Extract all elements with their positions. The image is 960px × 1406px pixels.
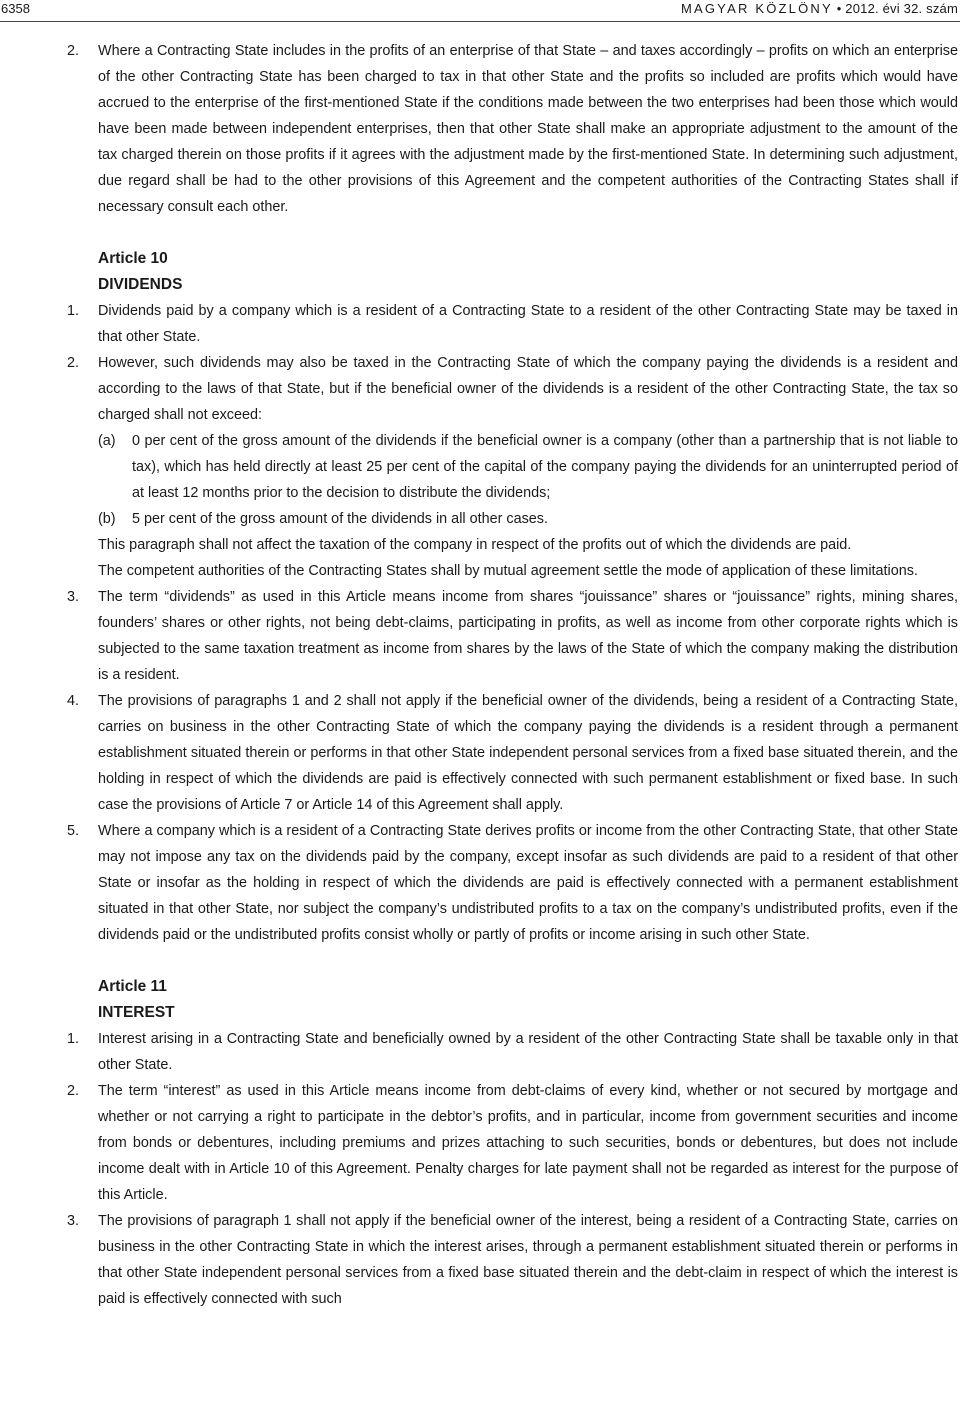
article-10-paragraph-5 xyxy=(62,818,958,948)
paragraph-text: Where a company which is a resident of a Contracting State derives profits or income from the other Contracting State, that other State may not impose any tax on the dividends paid by the company, except insofar as such dividends are paid to a resident of that other State or insofar as the holding in respect of which the dividends are paid is effectively connected with a permanent establishment situated in that other State, nor subject the company’s undistributed profits to a tax on the company’s undistributed profits, even if the dividends paid or the undistributed profits consist wholly or partly of profits or income arising in such other State. xyxy=(98,823,958,943)
page-header xyxy=(0,0,960,22)
article-10-paragraph-3 xyxy=(62,584,958,688)
article-10-paragraph-4 xyxy=(62,688,958,818)
paragraph-number: 2. xyxy=(67,43,80,59)
running-title xyxy=(681,1,958,16)
issue-label: 2012. évi 32. szám xyxy=(845,1,958,16)
document-body xyxy=(62,38,958,1312)
article-10-title: Article 10 xyxy=(98,250,168,267)
article-11-paragraph-2 xyxy=(62,1078,958,1208)
article-10-heading: DIVIDENDS xyxy=(98,276,183,293)
paragraph-text: Where a Contracting State includes in the profits of an enterprise of that State – and taxes accordingly – profits on which an enterprise of the other Contracting State has been charged to tax in that other State and the profits so included are profits which would have accrued to the enterprise of the first-mentioned State if the conditions made between the two enterprises had been those which would have been made between independent enterprises, then that other State shall make an appropriate adjustment to the amount of the tax charged therein on those profits if it agrees with the adjustment made by the first-mentioned State. In determining such adjustment, due regard shall be had to the other provisions of this Agreement and the competent authorities of the Contracting States shall if necessary consult each other. xyxy=(98,43,958,215)
paragraph-text: However, such dividends may also be taxed in the Contracting State of which the company paying the dividends is a resident and according to the laws of that State, but if the beneficial owner of the dividends is a resident of the other Contracting State, the tax so charged shall not exceed: xyxy=(98,355,958,423)
paragraph-number: 5. xyxy=(67,823,80,839)
paragraph-2-continuation-1: This paragraph shall not affect the taxation of the company in respect of the profits out of which the dividends are paid. xyxy=(98,537,852,553)
article-11-title: Article 11 xyxy=(98,978,167,995)
paragraph-number: 3. xyxy=(67,1213,80,1229)
paragraph-text: Interest arising in a Contracting State and beneficially owned by a resident of the other Contracting State shall be taxable only in that other State. xyxy=(98,1031,958,1073)
paragraph-text: The provisions of paragraph 1 shall not apply if the beneficial owner of the interest, being a resident of a Contracting State, carries on business in the other Contracting State in which the interest arises, through a permanent establishment situated therein or performs in that other State independent personal services from a fixed base situated therein and the debt-claim in respect of which the interest is paid is effectively connected with such xyxy=(98,1213,958,1307)
paragraph-number: 2. xyxy=(67,355,80,371)
paragraph-number: 1. xyxy=(67,1031,80,1047)
bullet-separator: • xyxy=(836,1,842,16)
paragraph-text: Dividends paid by a company which is a resident of a Contracting State to a resident of the other Contracting State may be taxed in that other State. xyxy=(98,303,958,345)
header-divider xyxy=(0,21,960,22)
paragraph-number: 2. xyxy=(67,1083,80,1099)
article-10-paragraph-1 xyxy=(62,298,958,350)
subparagraph-text: 5 per cent of the gross amount of the dividends in all other cases. xyxy=(132,511,548,527)
page-number: 6358 xyxy=(1,1,30,16)
article-11-paragraph-3 xyxy=(62,1208,958,1312)
subparagraph-label: (a) xyxy=(98,433,116,449)
paragraph-number: 1. xyxy=(67,303,80,319)
subparagraph-text: 0 per cent of the gross amount of the dividends if the beneficial owner is a company (other than a partnership that is not liable to tax), which has held directly at least 25 per cent of the capital of the company paying the dividends for an uninterrupted period of at least 12 months prior to the decision to distribute the dividends; xyxy=(132,433,958,501)
paragraph-number: 4. xyxy=(67,693,80,709)
subparagraph-a xyxy=(62,428,958,506)
paragraph-text: The provisions of paragraphs 1 and 2 shall not apply if the beneficial owner of the dividends, being a resident of a Contracting State, carries on business in the other Contracting State of which the company paying the dividends is a resident through a permanent establishment situated therein or performs in that other State independent personal services from a fixed base situated therein, and the holding in respect of which the dividends are paid is effectively connected with such permanent establishment or fixed base. In such case the provisions of Article 7 or Article 14 of this Agreement shall apply. xyxy=(98,693,958,813)
paragraph-number: 3. xyxy=(67,589,80,605)
paragraph-text: The term “dividends” as used in this Article means income from shares “jouissance” shares or “jouissance” rights, mining shares, founders’ shares or other rights, not being debt-claims, participating in profits, as well as income from other corporate rights which is subjected to the same taxation treatment as income from shares by the laws of the State of which the company making the distribution is a resident. xyxy=(98,589,958,683)
journal-name: MAGYAR KÖZLÖNY xyxy=(680,1,833,16)
paragraph-2-continuation-2: The competent authorities of the Contracting States shall by mutual agreement settle the mode of application of these limitations. xyxy=(98,563,918,579)
article-11-paragraph-1 xyxy=(62,1026,958,1078)
paragraph-2 xyxy=(62,38,958,220)
subparagraph-label: (b) xyxy=(98,511,116,527)
article-10-paragraph-2 xyxy=(62,350,958,428)
article-11-heading: INTEREST xyxy=(98,1004,175,1021)
paragraph-text: The term “interest” as used in this Article means income from debt-claims of every kind, whether or not secured by mortgage and whether or not carrying a right to participate in the debtor’s profits, and in particular, income from government securities and income from bonds or debentures, including premiums and prizes attaching to such securities, bonds or debentures, but does not include income dealt with in Article 10 of this Agreement. Penalty charges for late payment shall not be regarded as interest for the purpose of this Article. xyxy=(98,1083,958,1203)
subparagraph-b xyxy=(62,506,958,532)
